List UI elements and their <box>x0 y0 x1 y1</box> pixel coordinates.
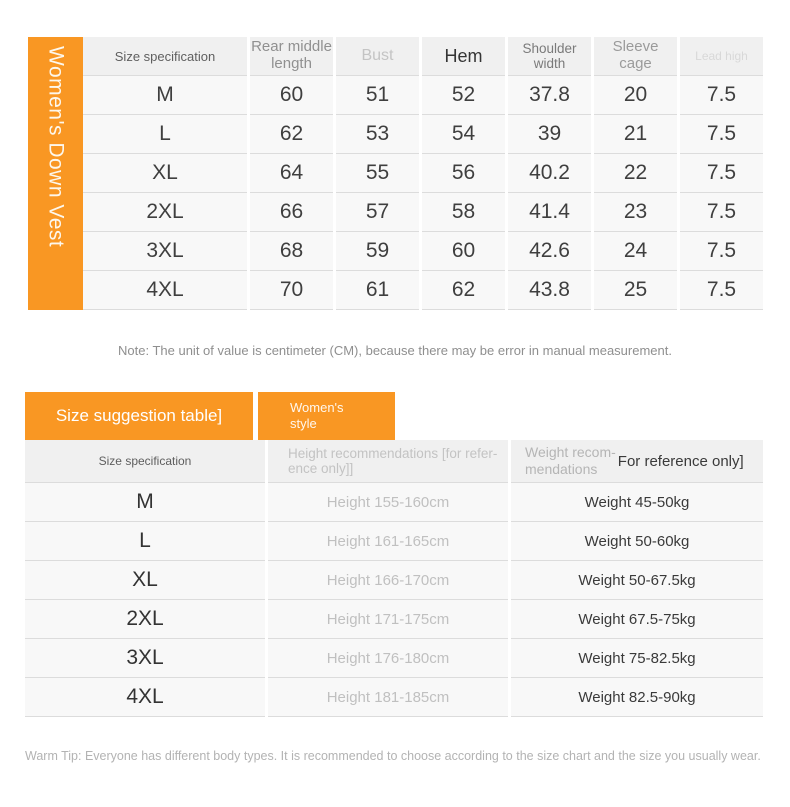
suggestion-table-value-cell: Height 176-180cm <box>268 639 508 678</box>
size-table-value-cell: 7.5 <box>680 193 763 232</box>
size-table-value-cell: 53 <box>336 115 419 154</box>
suggestion-table-size-cell: 2XL <box>25 600 265 639</box>
size-table-value-cell: 43.8 <box>508 271 591 310</box>
size-table-value-cell: 7.5 <box>680 271 763 310</box>
size-table-size-cell: L <box>83 115 247 154</box>
size-table-value-cell: 70 <box>250 271 333 310</box>
suggestion-table-value-cell: Height 155-160cm <box>268 483 508 522</box>
rear-middle-length-header-line2: length <box>271 55 312 72</box>
suggestion-table-value-cell: Weight 50-60kg <box>511 522 763 561</box>
suggestion-table-value-cell: Height 181-185cm <box>268 678 508 717</box>
size-table-value-cell: 39 <box>508 115 591 154</box>
size-table-value-cell: 66 <box>250 193 333 232</box>
sleeve-cage-header-line2: cage <box>619 55 652 72</box>
size-table-value-cell: 58 <box>422 193 505 232</box>
size-table-value-cell: 41.4 <box>508 193 591 232</box>
size-table-value-cell: 23 <box>594 193 677 232</box>
size-table-value-cell: 55 <box>336 154 419 193</box>
shoulder-width-header-line2: width <box>533 56 566 71</box>
size-suggestion-table <box>25 440 790 717</box>
lead-high-header: Lead high <box>680 37 763 76</box>
suggestion-table-value-cell: Weight 50-67.5kg <box>511 561 763 600</box>
size-table-value-cell: 60 <box>422 232 505 271</box>
bust-header: Bust <box>336 37 419 76</box>
rear-middle-length-header <box>250 37 333 76</box>
size-table-value-cell: 21 <box>594 115 677 154</box>
shoulder-width-header-line1: Shoulder <box>522 40 577 56</box>
size-measurement-table <box>83 37 763 310</box>
warm-tip-text: Warm Tip: Everyone has different body types. It is recommended to choose according to the size chart and the size you usually wear. <box>25 749 761 763</box>
size-table-value-cell: 7.5 <box>680 76 763 115</box>
shoulder-width-header <box>508 37 591 76</box>
size-table-value-cell: 7.5 <box>680 115 763 154</box>
suggestion-size-header: Size specification <box>25 440 265 483</box>
hem-header: Hem <box>422 37 505 76</box>
sleeve-cage-header <box>594 37 677 76</box>
size-specification-header: Size specification <box>83 37 247 76</box>
size-table-value-cell: 51 <box>336 76 419 115</box>
size-table-size-cell: 2XL <box>83 193 247 232</box>
size-table-value-cell: 52 <box>422 76 505 115</box>
suggestion-table-size-cell: 4XL <box>25 678 265 717</box>
rear-middle-length-header-line1: Rear middle <box>251 38 332 56</box>
sleeve-cage-header-line1: Sleeve <box>612 38 659 56</box>
womens-style-tab <box>258 392 395 440</box>
height-header-line1: Height recommendations [for refer- <box>288 445 498 461</box>
size-table-value-cell: 20 <box>594 76 677 115</box>
size-table-value-cell: 61 <box>336 271 419 310</box>
size-table-section <box>28 37 763 310</box>
suggestion-table-size-cell: 3XL <box>25 639 265 678</box>
suggestion-table-value-cell: Weight 67.5-75kg <box>511 600 763 639</box>
size-table-value-cell: 68 <box>250 232 333 271</box>
size-table-value-cell: 54 <box>422 115 505 154</box>
size-table-value-cell: 7.5 <box>680 232 763 271</box>
size-table-size-cell: 3XL <box>83 232 247 271</box>
size-table-value-cell: 60 <box>250 76 333 115</box>
size-suggestion-title: Size suggestion table] <box>25 392 253 440</box>
suggestion-table-size-cell: L <box>25 522 265 561</box>
womens-style-line1: Women's <box>290 399 344 415</box>
suggestion-table-value-cell: Height 161-165cm <box>268 522 508 561</box>
size-table-value-cell: 57 <box>336 193 419 232</box>
product-category-band <box>28 37 83 310</box>
weight-header-line1: Weight recom- <box>525 444 616 461</box>
suggestion-table-size-cell: M <box>25 483 265 522</box>
size-table-value-cell: 62 <box>250 115 333 154</box>
size-table-value-cell: 42.6 <box>508 232 591 271</box>
size-table-value-cell: 40.2 <box>508 154 591 193</box>
suggestion-table-value-cell: Weight 82.5-90kg <box>511 678 763 717</box>
size-table-value-cell: 59 <box>336 232 419 271</box>
weight-recommendation-header <box>511 440 763 483</box>
weight-header-reference: For reference only] <box>617 452 744 470</box>
suggestion-table-size-cell: XL <box>25 561 265 600</box>
womens-style-line2: style <box>290 416 317 431</box>
suggestion-table-value-cell: Height 171-175cm <box>268 600 508 639</box>
measurement-note: Note: The unit of value is centimeter (CM), because there may be error in manual measurement. <box>118 343 672 358</box>
product-category-label: Women's Down Vest <box>44 46 68 248</box>
suggestion-table-value-cell: Weight 75-82.5kg <box>511 639 763 678</box>
size-table-size-cell: XL <box>83 154 247 193</box>
size-table-size-cell: 4XL <box>83 271 247 310</box>
suggestion-table-value-cell: Height 166-170cm <box>268 561 508 600</box>
size-table-value-cell: 7.5 <box>680 154 763 193</box>
suggestion-table-value-cell: Weight 45-50kg <box>511 483 763 522</box>
size-table-value-cell: 64 <box>250 154 333 193</box>
size-table-value-cell: 24 <box>594 232 677 271</box>
size-table-value-cell: 62 <box>422 271 505 310</box>
size-table-value-cell: 37.8 <box>508 76 591 115</box>
weight-header-line2: mendations <box>525 461 598 477</box>
size-table-value-cell: 25 <box>594 271 677 310</box>
size-table-value-cell: 22 <box>594 154 677 193</box>
size-table-size-cell: M <box>83 76 247 115</box>
height-header-line2: ence only]] <box>288 461 354 476</box>
size-table-value-cell: 56 <box>422 154 505 193</box>
suggestion-table-tabs <box>25 392 790 440</box>
height-recommendation-header <box>268 440 508 483</box>
